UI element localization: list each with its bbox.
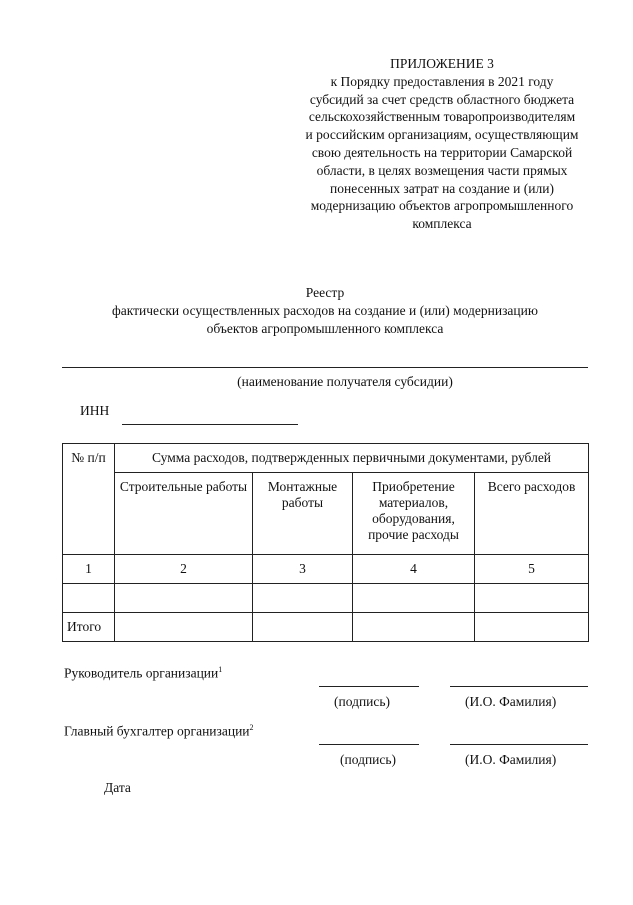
name-caption: (И.О. Фамилия)	[465, 694, 557, 709]
table-cell[interactable]	[253, 613, 353, 642]
appendix-header	[283, 55, 601, 233]
subheader-installation: Монтажные работы	[253, 473, 353, 555]
accountant-name-line[interactable]	[450, 744, 588, 745]
appendix-header-line: понесенных затрат на создание и (или)	[330, 180, 554, 196]
accountant-label-text: Главный бухгалтер организации	[64, 723, 250, 739]
group-header: Сумма расходов, подтвержденных первичными документами, рублей	[115, 444, 589, 473]
table-header-row	[63, 444, 589, 473]
appendix-header-line: модернизацию объектов агропромышленного	[310, 198, 574, 214]
appendix-header-line: комплекса	[412, 216, 472, 232]
table-cell[interactable]	[353, 584, 475, 613]
appendix-header-line: и российским организациям, осуществляющим	[305, 127, 579, 143]
total-row	[63, 613, 589, 642]
title-line: Реестр	[305, 285, 345, 300]
appendix-header-line: ПРИЛОЖЕНИЕ 3	[390, 56, 494, 71]
title-line: фактически осуществленных расходов на создание и (или) модернизацию	[112, 302, 538, 318]
table-subheader-row	[63, 473, 589, 555]
table-cell[interactable]	[253, 584, 353, 613]
inn-field[interactable]	[122, 424, 298, 425]
appendix-header-line: к Порядку предоставления в 2021 году	[330, 73, 554, 89]
subheader-construction: Строительные работы	[115, 473, 253, 555]
recipient-caption: (наименование получателя субсидии)	[237, 374, 453, 389]
head-label-text: Руководитель организации	[64, 665, 219, 681]
date-label: Дата	[104, 780, 131, 795]
column-number-row	[63, 555, 589, 584]
footnote-ref: 2	[249, 723, 254, 732]
appendix-header-line: свою деятельность на территории Самарской	[311, 144, 573, 160]
table-cell[interactable]	[475, 584, 589, 613]
table-cell[interactable]	[115, 613, 253, 642]
table-cell[interactable]	[475, 613, 589, 642]
footnote-ref: 1	[218, 665, 223, 674]
expense-registry-table	[62, 443, 589, 642]
col-num-header: № п/п	[63, 444, 115, 555]
document-title	[60, 284, 590, 337]
column-number: 2	[115, 555, 253, 584]
title-line: объектов агропромышленного комплекса	[206, 320, 444, 336]
total-label: Итого	[63, 613, 115, 642]
appendix-header-line: субсидий за счет средств областного бюджета	[309, 91, 575, 107]
column-number: 4	[353, 555, 475, 584]
appendix-header-line: области, в целях возмещения части прямых	[316, 162, 568, 178]
column-number: 3	[253, 555, 353, 584]
appendix-header-line: сельскохозяйственным товаропроизводителям	[308, 109, 576, 125]
table-row	[63, 584, 589, 613]
accountant-signature-line[interactable]	[319, 744, 419, 745]
accountant-signatory-label	[64, 723, 254, 740]
column-number: 1	[63, 555, 115, 584]
signature-caption: (подпись)	[334, 694, 391, 709]
column-number: 5	[475, 555, 589, 584]
head-signature-line[interactable]	[319, 686, 419, 687]
recipient-name-field[interactable]	[62, 367, 588, 368]
head-signatory-label	[64, 665, 222, 682]
head-name-line[interactable]	[450, 686, 588, 687]
subheader-total: Всего расходов	[475, 473, 589, 555]
subheader-materials: Приобретение материалов, оборудования, прочие расходы	[353, 473, 475, 555]
inn-label: ИНН	[80, 403, 110, 418]
name-caption: (И.О. Фамилия)	[465, 752, 557, 767]
table-cell[interactable]	[115, 584, 253, 613]
table-cell[interactable]	[63, 584, 115, 613]
table-cell[interactable]	[353, 613, 475, 642]
signature-caption: (подпись)	[340, 752, 397, 767]
